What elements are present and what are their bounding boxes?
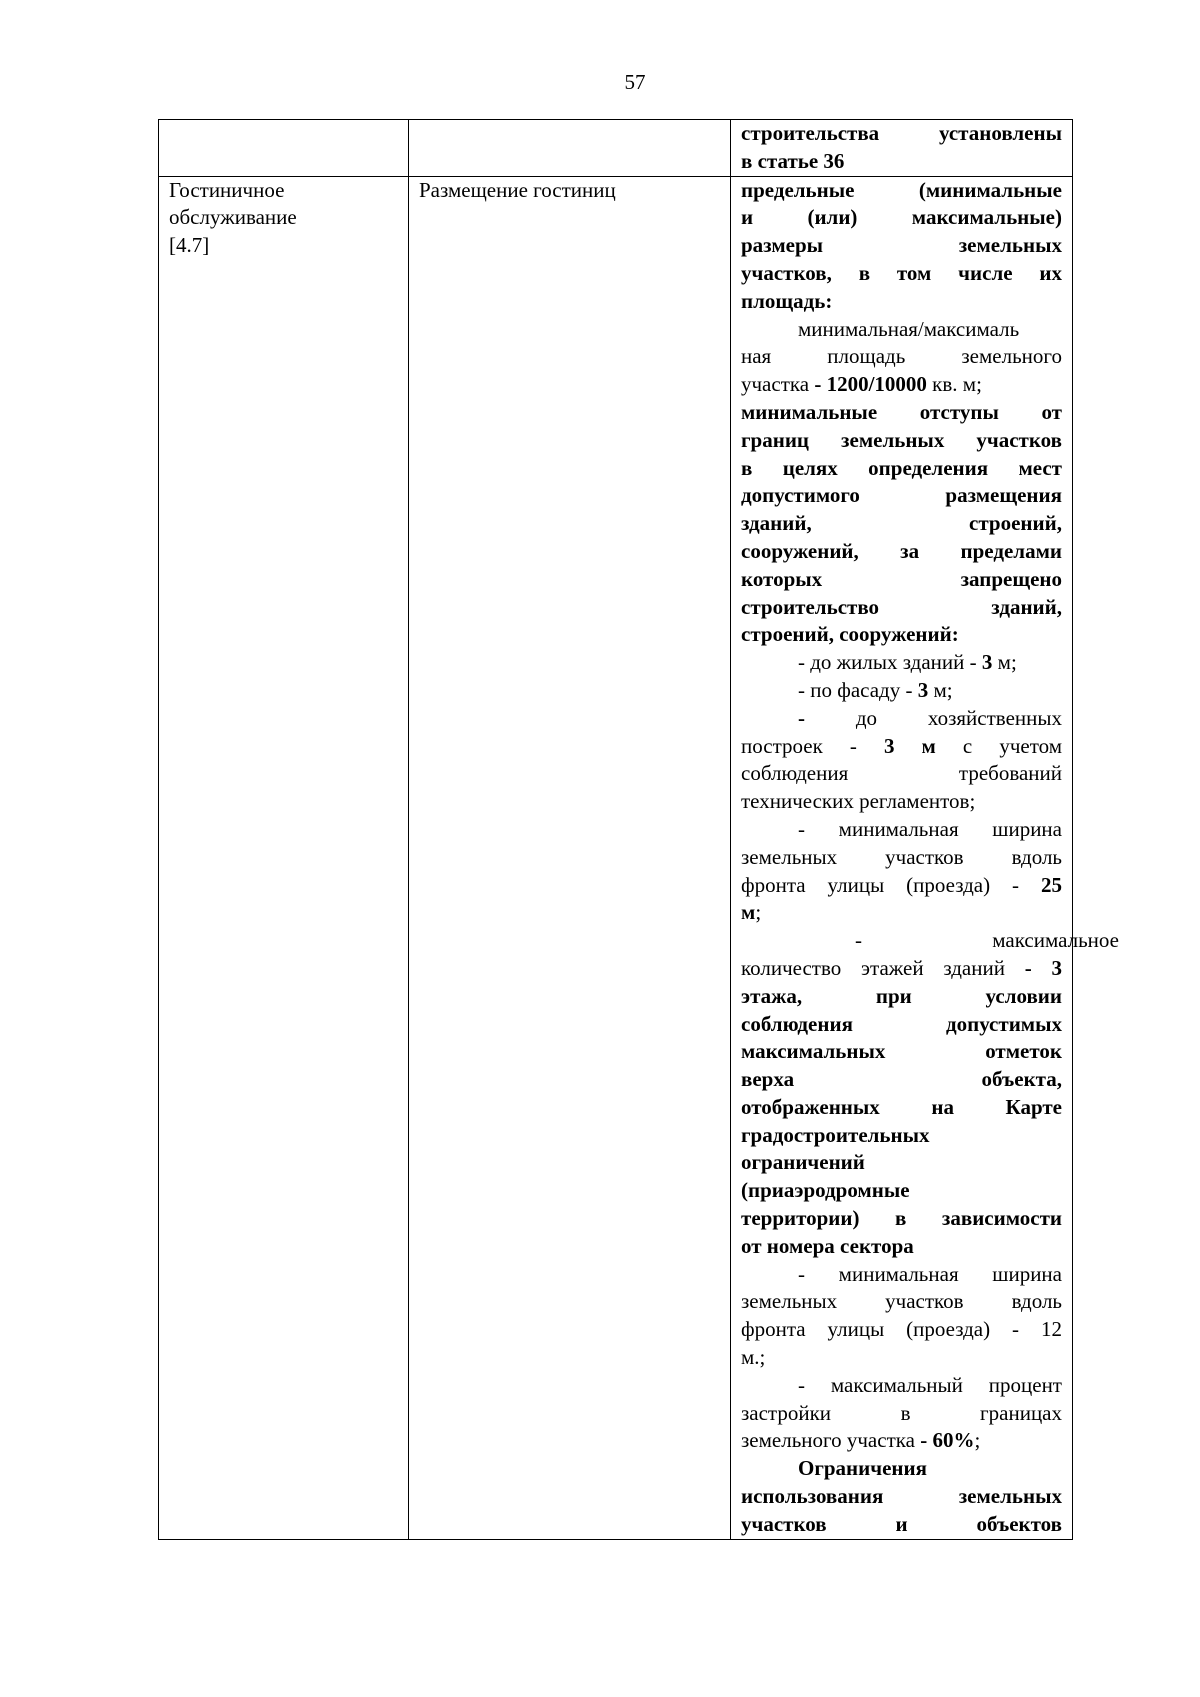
param-line: территории) в зависимости: [741, 1206, 1062, 1231]
param-line: зданий, строений,: [741, 511, 1062, 536]
use-code: [4.7]: [169, 233, 210, 258]
use-name: Гостиничное обслуживание: [169, 177, 297, 230]
param-line: участков, в том числе их: [741, 260, 1062, 285]
cell-use-name: [159, 120, 409, 177]
param-line: построек - 3 м с учетом: [741, 733, 1062, 758]
param-line: - минимальная ширина: [798, 816, 1062, 841]
page-number: 57: [624, 70, 646, 94]
param-line: участка - 1200/10000 кв. м;: [741, 372, 982, 397]
param-line: соблюдения допустимых: [741, 1011, 1062, 1036]
param-line: отображенных на Карте: [741, 1094, 1062, 1119]
param-line: допустимого размещения: [741, 483, 1062, 508]
param-line: соблюдения требований: [741, 761, 1062, 786]
param-line: верха объекта,: [741, 1067, 1062, 1092]
param-line: фронта улицы (проезда) - 12: [741, 1317, 1062, 1342]
param-line: которых запрещено: [741, 566, 1062, 591]
cell-description: [409, 120, 731, 177]
param-line: минимальная/максималь: [798, 316, 1020, 341]
param-line: ограничений: [741, 1150, 865, 1175]
param-line: предельные (минимальные: [741, 177, 1062, 202]
param-line: - по фасаду - 3 м;: [798, 677, 953, 702]
param-line: - до жилых зданий - 3 м;: [798, 650, 1017, 675]
param-line: строений, сооружений:: [741, 622, 959, 647]
param-line: ная площадь земельного: [741, 344, 1062, 369]
param-line: количество этажей зданий - 3: [741, 955, 1062, 980]
param-line: минимальные отступы от: [741, 399, 1062, 424]
cell-description: [409, 176, 731, 1539]
param-line: земельных участков вдоль: [741, 1289, 1062, 1314]
param-line: земельного участка - 60%;: [741, 1428, 981, 1453]
param-line: м.;: [741, 1345, 766, 1370]
param-line: (приаэродромные: [741, 1178, 910, 1203]
table-row: [159, 120, 1073, 177]
param-line: Ограничения: [798, 1456, 927, 1481]
param-line: использования земельных: [741, 1484, 1062, 1509]
param-line: максимальных отметок: [741, 1039, 1062, 1064]
param-line: технических регламентов;: [741, 789, 976, 814]
param-line: земельных участков вдоль: [741, 844, 1062, 869]
land-use-table: [158, 119, 1119, 1540]
cell-parameters: [731, 176, 1119, 1539]
param-line: сооружений, за пределами: [741, 538, 1062, 563]
param-line: фронта улицы (проезда) - 25: [741, 872, 1062, 897]
param-line: границ земельных участков: [741, 427, 1062, 452]
param-line: участков и объектов: [741, 1511, 1062, 1536]
param-line: м;: [741, 900, 762, 925]
cell-use-name: [159, 176, 409, 1539]
param-line: застройки в границах: [741, 1400, 1062, 1425]
param-line: градостроительных: [741, 1122, 930, 1147]
param-line: размеры земельных: [741, 233, 1062, 258]
param-line: строительство зданий,: [741, 594, 1062, 619]
param-line: этажа, при условии: [741, 983, 1062, 1008]
param-line: - максимальный процент: [798, 1372, 1062, 1397]
description-text: Размещение гостиниц: [419, 177, 616, 202]
param-line: - до хозяйственных: [798, 705, 1062, 730]
param-line: - максимальное: [855, 928, 1119, 953]
param-line: - минимальная ширина: [798, 1261, 1062, 1286]
param-line: от номера сектора: [741, 1233, 914, 1258]
table-row: [159, 176, 1073, 1539]
param-line: и (или) максимальные): [741, 205, 1062, 230]
cell-parameters: [731, 120, 1073, 177]
param-line: площадь:: [741, 288, 833, 313]
param-line: в статье 36: [741, 148, 845, 173]
param-line: в целях определения мест: [741, 455, 1062, 480]
param-line: строительства установлены: [741, 121, 1062, 145]
